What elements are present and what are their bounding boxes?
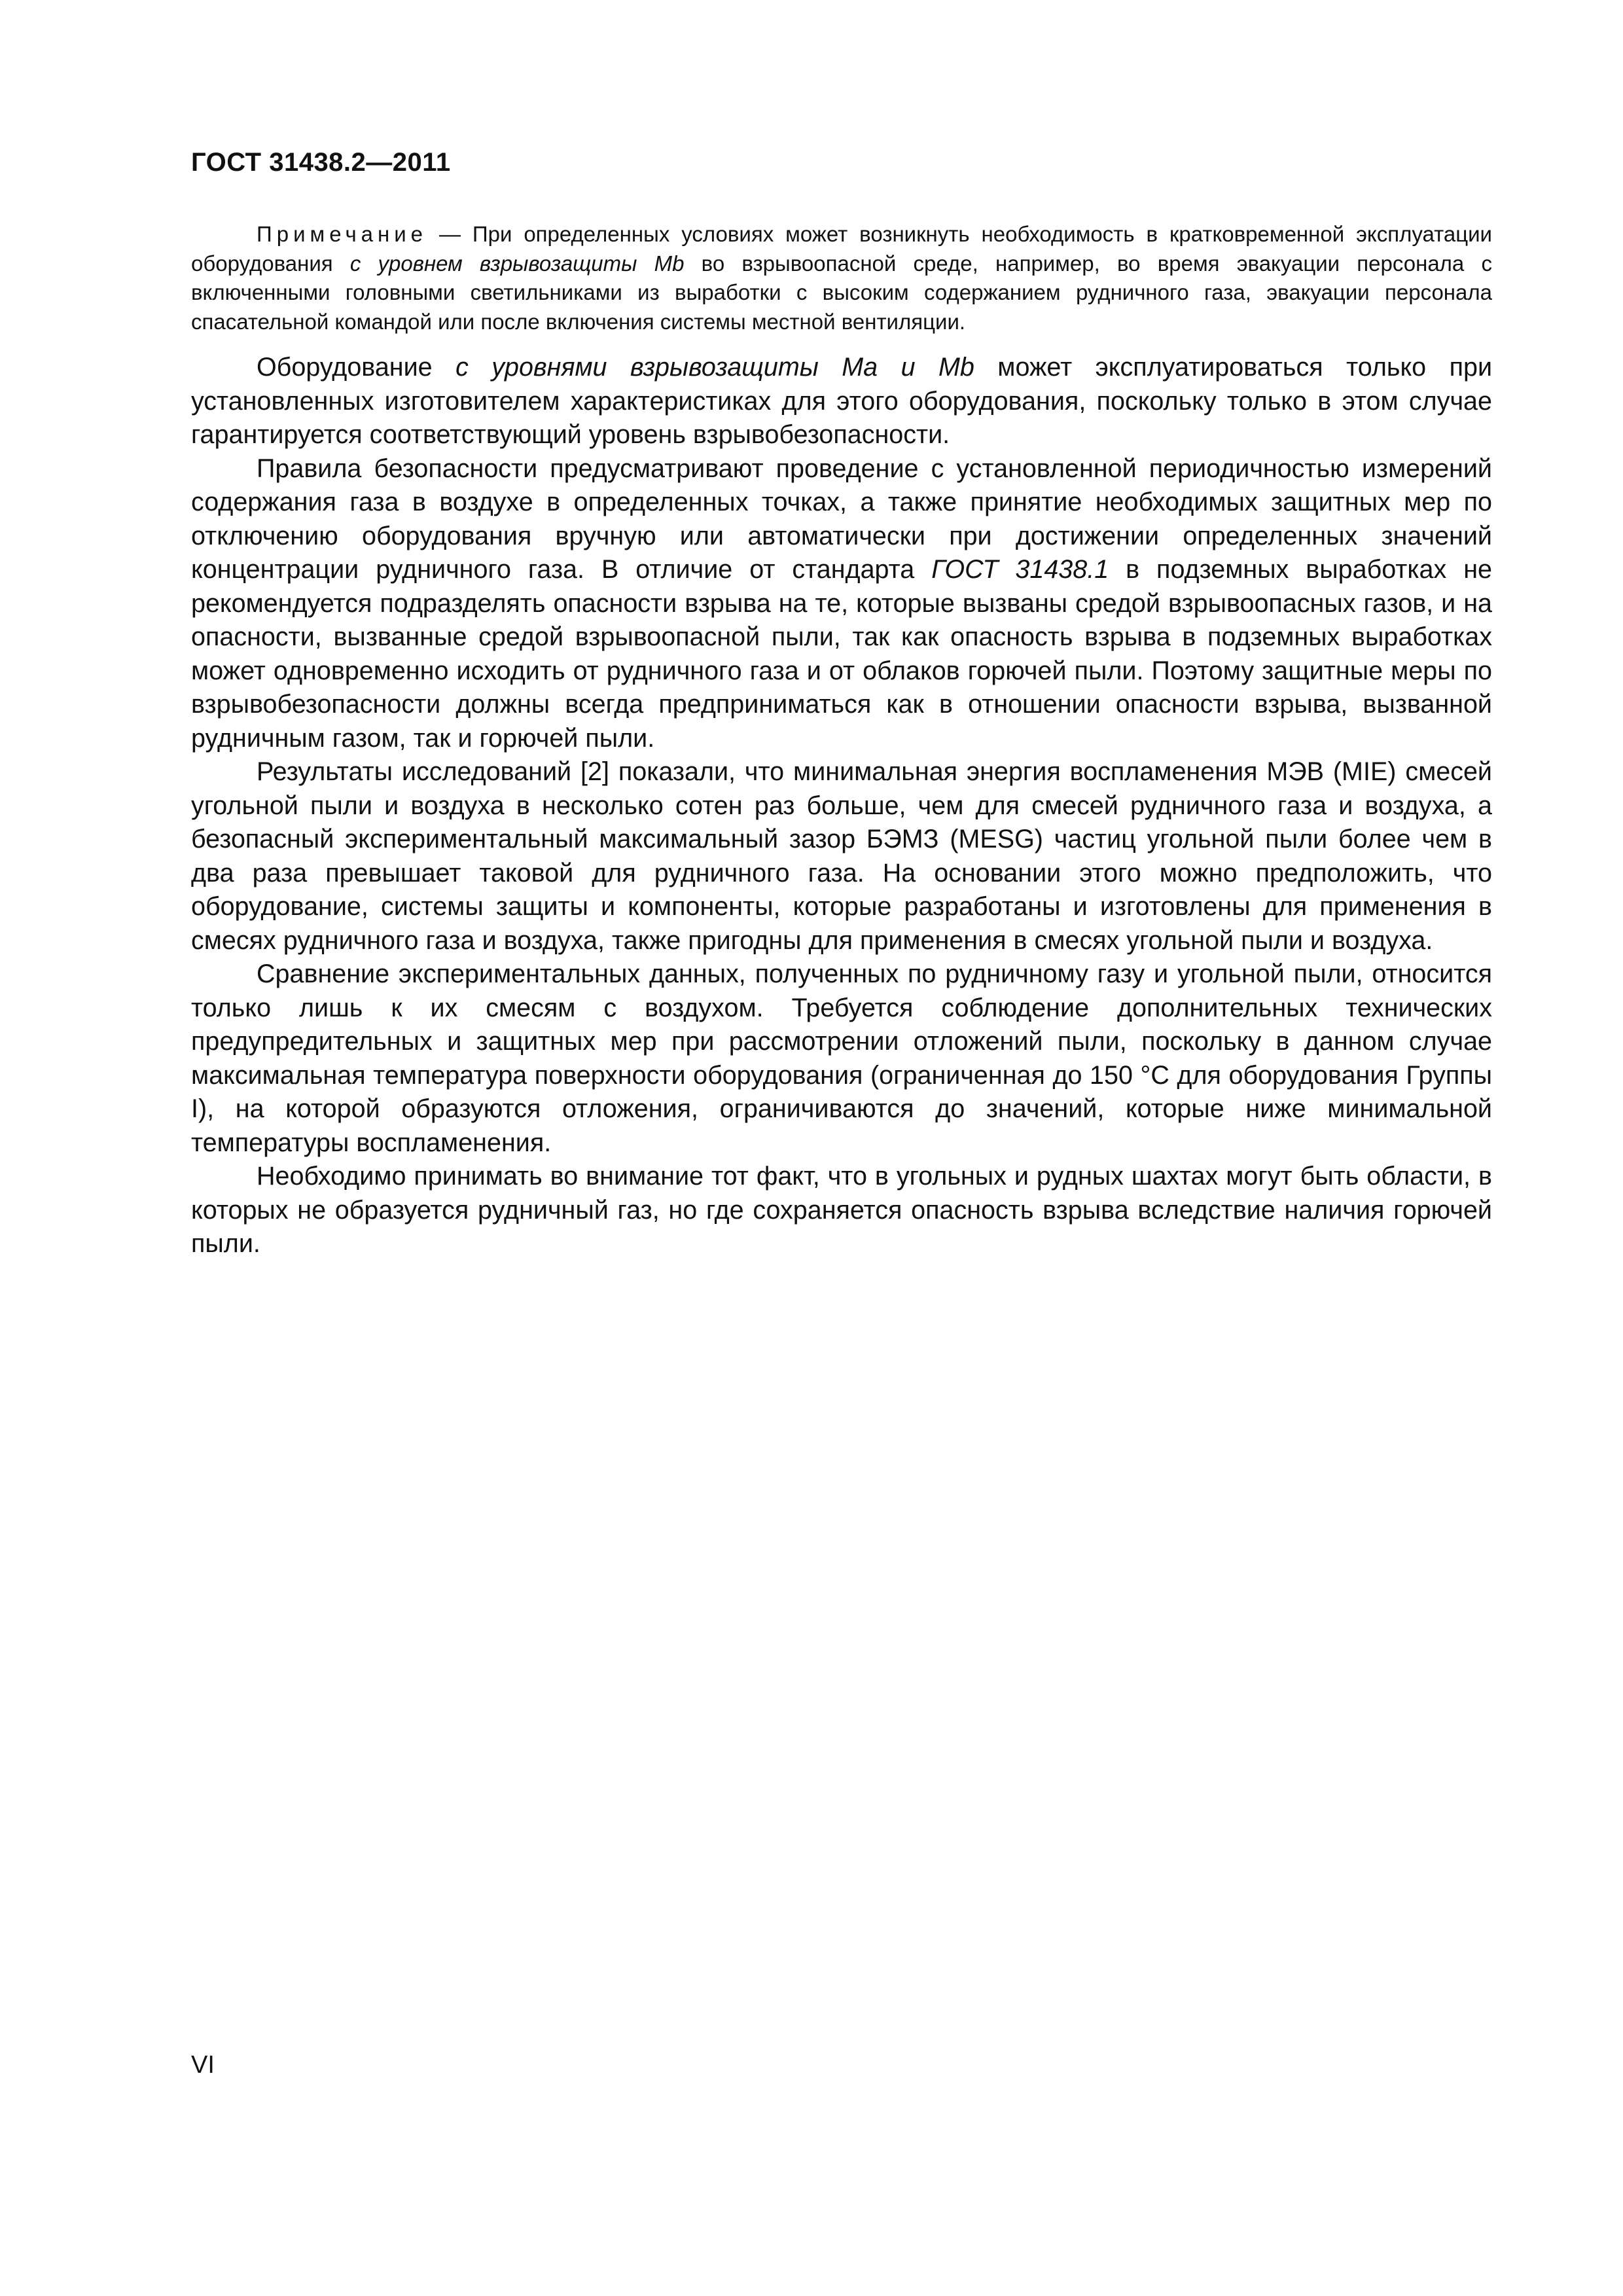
standard-designation: ГОСТ 31438.2—2011	[191, 148, 451, 177]
paragraph-text-part: Оборудование	[257, 353, 456, 382]
note-italic-term: с уровнем взрывозащиты Mb	[349, 251, 685, 276]
page-number: VI	[191, 2051, 215, 2079]
body-paragraph-3	[191, 755, 1492, 958]
note-paragraph	[191, 220, 1492, 336]
body-paragraph-5	[191, 1160, 1492, 1261]
paragraph-text-part: Правила безопасности предусматривают проведение с установленной периодичностью измерений содержания газа в воздухе в определенных точках, а также принятие необходимых защитных мер по отключению оборудования вручную или автоматически при достижении определенных значений концентрации рудничного газа. В отличие от стандарта	[191, 454, 1492, 584]
body-paragraph-4	[191, 958, 1492, 1160]
paragraph-text-part: в подземных выработках не рекомендуется подразделять опасности взрыва на те, которые вызваны средой взрывоопасных газов, и на опасности, вызванные средой взрывоопасной пыли, так как опасность взрыва в подземных выработках может одновременно исходить от рудничного газа и от облаков горючей пыли. Поэтому защитные меры по взрывобезопасности должны всегда предприниматься как в отношении опасности взрыва, вызванной рудничным газом, так и горючей пыли.	[191, 555, 1492, 753]
note-label: Примечание	[257, 222, 428, 246]
body-paragraph-1	[191, 351, 1492, 452]
document-body	[191, 220, 1492, 1261]
standard-reference: ГОСТ 31438.1	[931, 555, 1109, 584]
note-text-part: во взрывоопасной среде, например, во время эвакуации персонала с включенными головными светильниками из выработки с высоким содержанием рудничного газа, эвакуации персонала спасательной командой или после включения системы местной вентиляции.	[191, 251, 1492, 334]
paragraph-text-part: может эксплуатироваться только при установленных изготовителем характеристиках для этого оборудования, поскольку только в этом случае гарантируется соответствующий уровень взрывобезопасности.	[191, 353, 1493, 449]
paragraph-text-part: Результаты исследований [2] показали, что минимальная энергия воспламенения МЭВ (MIE) смесей угольной пыли и воздуха в несколько сотен раз больше, чем для смесей рудничного газа и воздуха, а безопасный экспериментальный максимальный зазор БЭМЗ (MESG) частиц угольной пыли более чем в два раза превышает таковой для рудничного газа. На основании этого можно предположить, что оборудование, системы защиты и компоненты, которые разработаны и изготовлены для применения в смесях рудничного газа и воздуха, также пригодны для применения в смесях угольной пыли и воздуха.	[191, 757, 1492, 955]
body-paragraph-2	[191, 452, 1492, 756]
note-text-part: — При определенных условиях может возникнуть необходимость в кратковременной эксплуатации оборудования	[191, 222, 1492, 276]
paragraph-text-part: Необходимо принимать во внимание тот факт, что в угольных и рудных шахтах могут быть области, в которых не образуется рудничный газ, но где сохраняется опасность взрыва вследствие наличия горючей пыли.	[191, 1162, 1492, 1258]
paragraph-italic-term: с уровнями взрывозащиты Ma и Mb	[455, 353, 974, 382]
paragraph-text-part: Сравнение экспериментальных данных, полученных по рудничному газу и угольной пыли, относится только лишь к их смесям с воздухом. Требуется соблюдение дополнительных технических предупредительных и защитных мер при рассмотрении отложений пыли, поскольку в данном случае максимальная температура поверхности оборудования (ограниченная до 150 °С для оборудования Группы I), на которой образуются отложения, ограничиваются до значений, которые ниже минимальной температуры воспламенения.	[191, 960, 1492, 1157]
